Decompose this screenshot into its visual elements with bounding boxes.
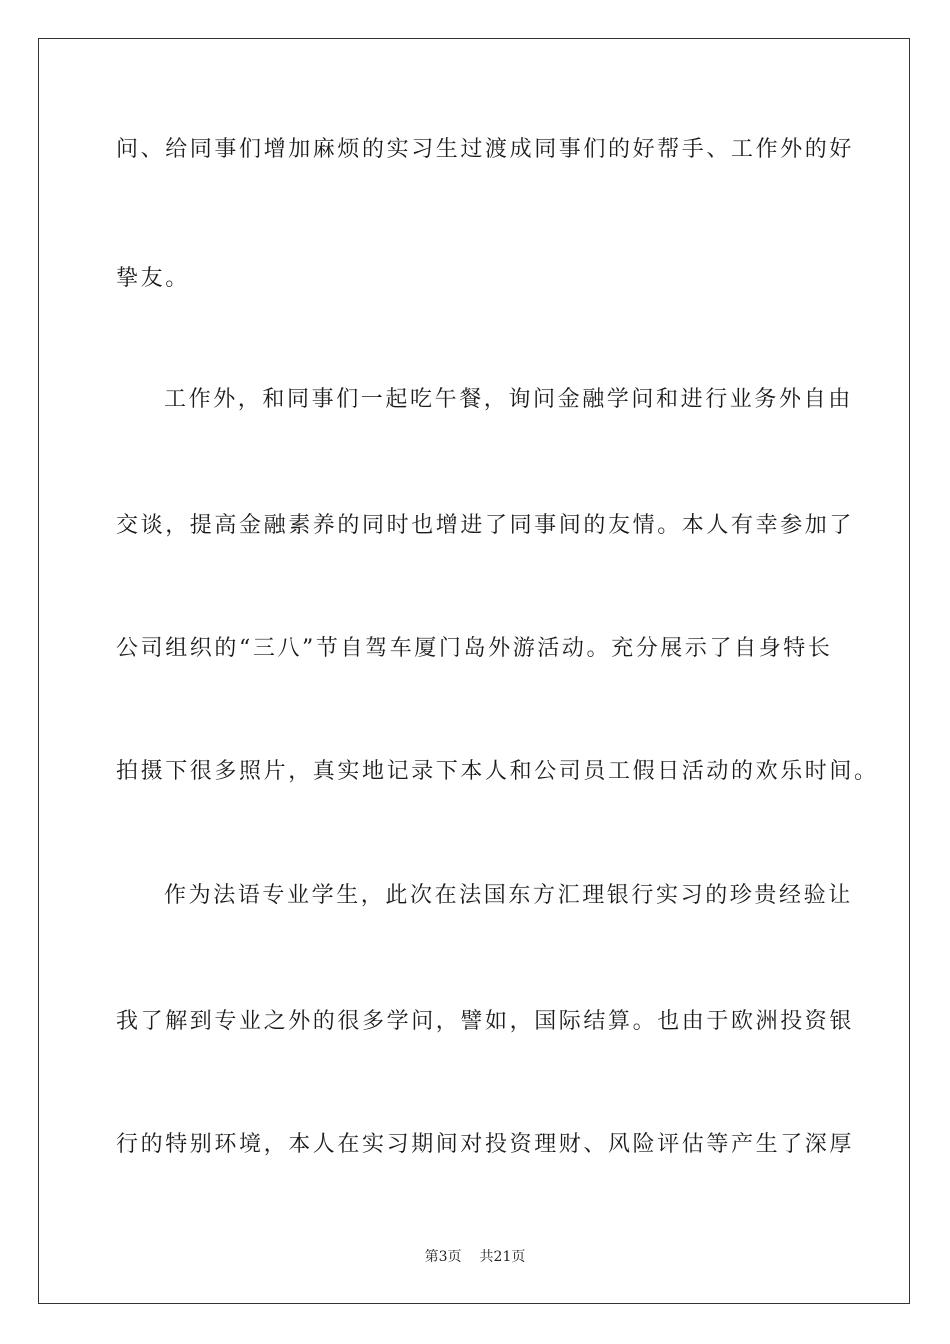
paragraph-line: 工作外，和同事们一起吃午餐，询问金融学问和进行业务外自由 (164, 387, 853, 412)
page-footer (0, 1248, 950, 1266)
paragraph-line: 我了解到专业之外的很多学问，譬如，国际结算。也由于欧洲投资银 (116, 1009, 855, 1034)
paragraph-line: 拍摄下很多照片，真实地记录下本人和公司员工假日活动的欢乐时间。 (116, 759, 879, 784)
paragraph-line: 交谈，提高金融素养的同时也增进了同事间的友情。本人有幸参加了 (116, 513, 855, 538)
paragraph-line: 作为法语专业学生，此次在法国东方汇理银行实习的珍贵经验让 (164, 883, 853, 908)
paragraph-line: 问、给同事们增加麻烦的实习生过渡成同事们的好帮手、工作外的好 (116, 137, 855, 162)
page-total: 共21页 (479, 1249, 526, 1265)
paragraph-line: 公司组织的“三八”节自驾车厦门岛外游活动。充分展示了自身特长 (116, 636, 833, 661)
paragraph-line: 挚友。 (116, 266, 190, 291)
paragraph-line: 行的特别环境，本人在实习期间对投资理财、风险评估等产生了深厚 (116, 1132, 855, 1157)
page-border (38, 38, 910, 1304)
page-number: 第3页 (424, 1249, 462, 1265)
